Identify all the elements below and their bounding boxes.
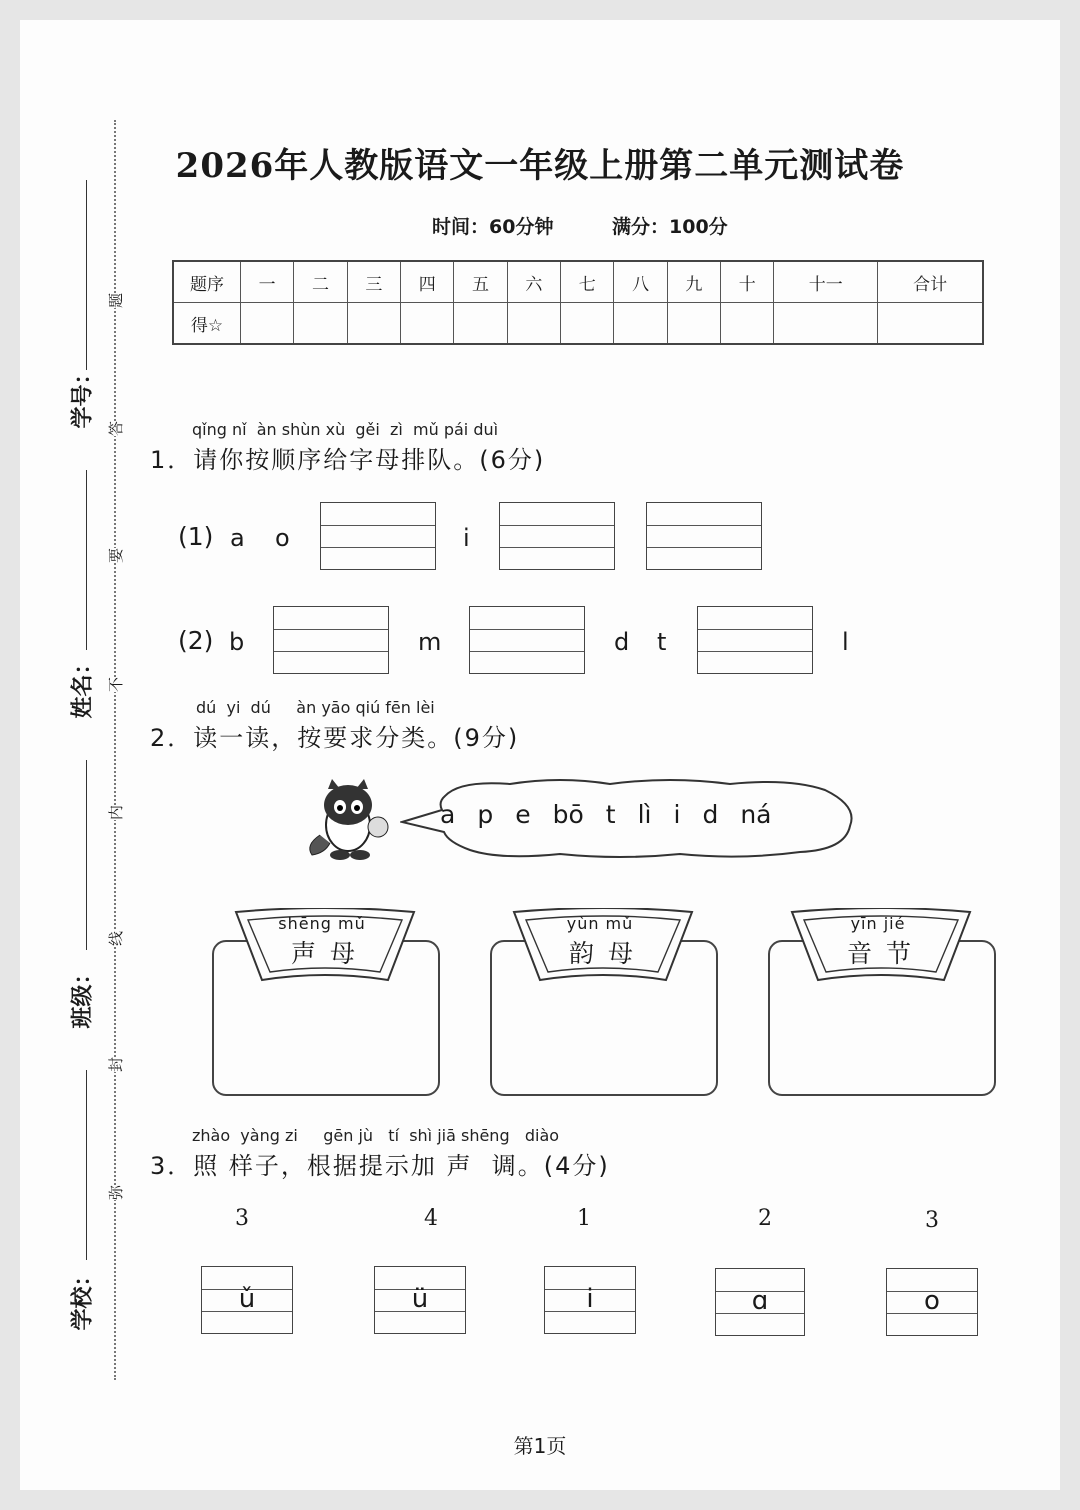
bubble-item: p: [477, 800, 494, 829]
table-header: 合计: [878, 261, 983, 303]
q1-letter: t: [657, 628, 667, 656]
bubble-item: t: [605, 800, 616, 829]
q1-answer-box[interactable]: [499, 502, 615, 570]
score-cell[interactable]: [401, 303, 454, 345]
school-line: [86, 1070, 87, 1260]
seal-char: 封: [103, 1057, 128, 1072]
score-cell[interactable]: [241, 303, 294, 345]
banner-title: 音节: [846, 939, 925, 968]
class-line: [86, 760, 87, 950]
q1-answer-box[interactable]: [320, 502, 436, 570]
score-info: 满分：100分: [612, 216, 728, 238]
name-label: 姓名：: [70, 652, 96, 719]
banner-title: 声母: [290, 939, 369, 968]
q1-letter: l: [842, 628, 849, 656]
table-header: 二: [294, 261, 347, 303]
seal-char: 内: [103, 805, 128, 820]
q1-answer-box[interactable]: [469, 606, 585, 674]
q1-pinyin: qǐng nǐ àn shùn xù gěi zì mǔ pái duì: [192, 420, 499, 439]
table-header: 七: [561, 261, 614, 303]
table-header: 九: [667, 261, 720, 303]
table-header: 六: [507, 261, 560, 303]
table-header: 三: [347, 261, 400, 303]
tone-letter: ǔ: [238, 1284, 256, 1314]
table-header: 八: [614, 261, 667, 303]
score-cell[interactable]: [774, 303, 878, 345]
q1-letter: a: [230, 524, 245, 552]
table-header: 十一: [774, 261, 878, 303]
seal-char: 题: [103, 293, 128, 308]
bubble-item: i: [673, 800, 681, 829]
tone-number: 1: [577, 1206, 591, 1231]
score-cell[interactable]: [878, 303, 983, 345]
q1-row1-label: (1): [178, 522, 214, 551]
tone-letter: i: [586, 1284, 594, 1314]
school-label: 学校：: [70, 1264, 96, 1331]
table-header: 四: [401, 261, 454, 303]
table-header: 十: [721, 261, 774, 303]
bubble-item: e: [515, 800, 531, 829]
score-row-label: 得☆: [173, 303, 241, 345]
score-cell[interactable]: [561, 303, 614, 345]
q3-text: 3．照 样子，根据提示加 声 调。(4分): [150, 1152, 610, 1180]
tone-number: 3: [925, 1208, 939, 1233]
banner-pinyin: yīn jié: [850, 914, 906, 933]
seal-char: 不: [103, 677, 128, 692]
time-info: 时间：60分钟: [432, 216, 554, 238]
q2-text: 2．读一读，按要求分类。(9分): [150, 724, 520, 752]
q1-letter: o: [275, 524, 290, 552]
q1-answer-box[interactable]: [646, 502, 762, 570]
bubble-item: ná: [740, 800, 772, 829]
raccoon-illustration: [300, 775, 410, 865]
score-cell[interactable]: [721, 303, 774, 345]
q1-answer-box[interactable]: [273, 606, 389, 674]
q1-answer-box[interactable]: [697, 606, 813, 674]
tone-number: 4: [424, 1206, 438, 1231]
q1-letter: i: [463, 524, 470, 552]
score-table-header-row: [173, 261, 983, 303]
seal-char: 答: [103, 421, 128, 436]
bubble-item: a: [440, 800, 456, 829]
banner-pinyin: shēng mǔ: [278, 914, 366, 933]
q1-row2-label: (2): [178, 626, 214, 655]
q1-letter: m: [418, 628, 442, 656]
score-cell[interactable]: [667, 303, 720, 345]
score-table: [172, 260, 984, 345]
page-number: 第1页: [513, 1434, 567, 1458]
tone-number: 3: [235, 1206, 249, 1231]
seal-char: 弥: [103, 1185, 128, 1200]
bubble-item: d: [702, 800, 719, 829]
tone-number: 2: [758, 1206, 772, 1231]
seal-char: 要: [103, 548, 128, 563]
page-title: 2026年人教版语文一年级上册第二单元测试卷: [175, 146, 905, 186]
tone-letter: ü: [411, 1284, 429, 1314]
bubble-item: bō: [552, 800, 584, 829]
table-header: 题序: [173, 261, 241, 303]
q1-letter: d: [614, 628, 630, 656]
class-label: 班级：: [70, 962, 96, 1029]
seal-char: 线: [103, 931, 128, 946]
name-line: [86, 470, 87, 650]
banner-title: 韵母: [568, 939, 647, 968]
table-header: 一: [241, 261, 294, 303]
score-cell[interactable]: [507, 303, 560, 345]
tone-letter: o: [924, 1286, 940, 1316]
table-header: 五: [454, 261, 507, 303]
score-cell[interactable]: [614, 303, 667, 345]
score-cell[interactable]: [454, 303, 507, 345]
score-table-score-row: [173, 303, 983, 345]
student-id-label: 学号：: [70, 362, 96, 429]
score-cell[interactable]: [347, 303, 400, 345]
q1-letter: b: [229, 628, 245, 656]
tone-letter: ɑ: [751, 1286, 769, 1316]
bubble-letters: [440, 800, 793, 829]
q2-pinyin: dú yi dú àn yāo qiú fēn lèi: [196, 698, 435, 717]
q1-text: 1．请你按顺序给字母排队。(6分): [150, 446, 546, 474]
banner-pinyin: yùn mǔ: [566, 914, 634, 933]
student-id-line: [86, 180, 87, 370]
score-cell[interactable]: [294, 303, 347, 345]
q3-pinyin: zhào yàng zi gēn jù tí shì jiā shēng diào: [192, 1126, 560, 1145]
bubble-item: lì: [637, 800, 652, 829]
